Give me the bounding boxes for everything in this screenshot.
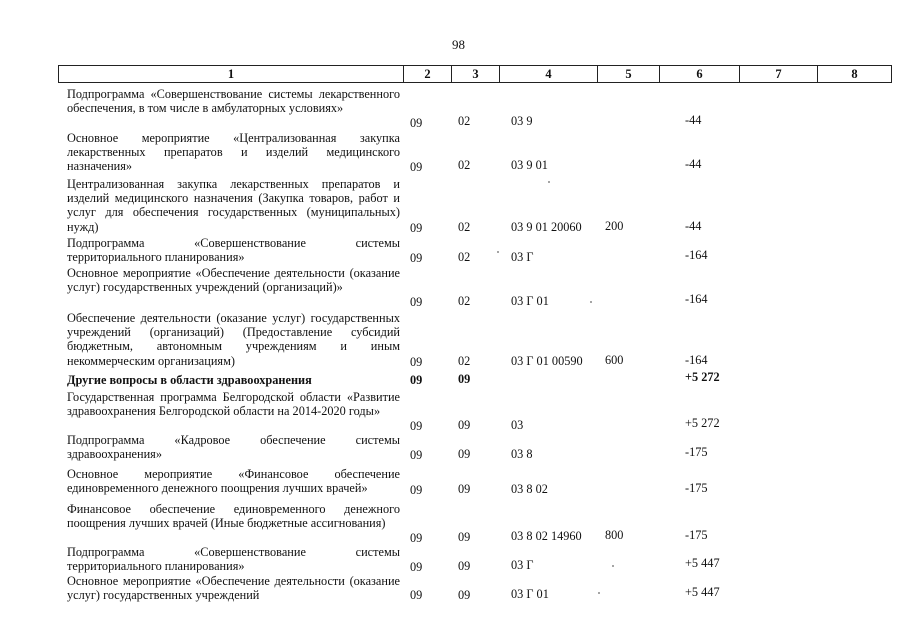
cell-amount: -175 xyxy=(685,481,708,495)
cell-subsection: 02 xyxy=(458,294,471,308)
cell-section: 09 xyxy=(410,531,423,545)
cell-amount: -164 xyxy=(685,353,708,367)
cell-subsection: 09 xyxy=(458,447,471,461)
cell-target-code: 03 8 xyxy=(511,447,533,461)
cell-subsection: 02 xyxy=(458,354,471,368)
cell-target-code: 03 Г 01 xyxy=(511,587,549,601)
cell-target-code: 03 Г xyxy=(511,250,534,264)
cell-target-code: 03 8 02 xyxy=(511,482,548,496)
cell-subsection: 02 xyxy=(458,158,471,172)
header-col-3: 3 xyxy=(451,66,499,82)
header-col-7: 7 xyxy=(739,66,817,82)
cell-amount: +5 447 xyxy=(685,585,720,599)
cell-amount: -164 xyxy=(685,292,708,306)
cell-target-code: 03 9 01 xyxy=(511,158,548,172)
row-description: Централизованная закупка лекарственных препаратов и изделий медицинского назначения (Закупка товаров, работ и услуг для обеспечения государственных (муниципальных) нужд) xyxy=(67,177,400,234)
cell-expense-type: 200 xyxy=(605,219,624,233)
row-description: Подпрограмма «Кадровое обеспечение системы здравоохранения» xyxy=(67,433,400,462)
row-description: Основное мероприятие «Финансовое обеспечение единовременного денежного поощрения лучших врачей» xyxy=(67,467,400,496)
cell-section: 09 xyxy=(410,560,423,574)
cell-target-code: 03 9 01 20060 xyxy=(511,220,582,234)
row-description: Основное мероприятие «Обеспечение деятельности (оказание услуг) государственных учреждений xyxy=(67,574,400,603)
row-description: Подпрограмма «Совершенствование системы территориального планирования» xyxy=(67,545,400,574)
header-col-6: 6 xyxy=(659,66,739,82)
row-description: Финансовое обеспечение единовременного денежного поощрения лучших врачей (Иные бюджетные ассигнования) xyxy=(67,502,400,531)
scan-speck xyxy=(598,592,600,594)
cell-amount: +5 447 xyxy=(685,556,720,570)
scan-speck xyxy=(497,251,499,253)
cell-amount: +5 272 xyxy=(685,370,720,384)
cell-amount: -175 xyxy=(685,445,708,459)
header-col-5: 5 xyxy=(597,66,659,82)
cell-subsection: 09 xyxy=(458,588,471,602)
cell-subsection: 09 xyxy=(458,559,471,573)
cell-subsection: 09 xyxy=(458,418,471,432)
cell-section: 09 xyxy=(410,221,423,235)
cell-expense-type: 600 xyxy=(605,353,624,367)
cell-target-code: 03 xyxy=(511,418,524,432)
row-description: Обеспечение деятельности (оказание услуг) государственных учреждений (организаций) (Предоставление субсидий бюджетным, автономным учреждениям и иным некоммерческим организациям) xyxy=(67,311,400,368)
row-description: Государственная программа Белгородской области «Развитие здравоохранения Белгородской области на 2014-2020 годы» xyxy=(67,390,400,419)
row-description: Другие вопросы в области здравоохранения xyxy=(67,373,312,387)
row-description: Основное мероприятие «Обеспечение деятельности (оказание услуг) государственных учреждений (организаций)» xyxy=(67,266,400,295)
cell-section: 09 xyxy=(410,483,423,497)
cell-section: 09 xyxy=(410,251,423,265)
cell-section: 09 xyxy=(410,448,423,462)
cell-target-code: 03 8 02 14960 xyxy=(511,529,582,543)
cell-target-code: 03 Г xyxy=(511,558,534,572)
header-col-4: 4 xyxy=(499,66,597,82)
cell-amount: -164 xyxy=(685,248,708,262)
cell-amount: -175 xyxy=(685,528,708,542)
cell-section: 09 xyxy=(410,355,423,369)
cell-amount: +5 272 xyxy=(685,416,720,430)
cell-expense-type: 800 xyxy=(605,528,624,542)
cell-section: 09 xyxy=(410,295,423,309)
cell-amount: -44 xyxy=(685,157,702,171)
cell-subsection: 09 xyxy=(458,372,471,386)
cell-amount: -44 xyxy=(685,219,702,233)
row-description: Подпрограмма «Совершенствование системы территориального планирования» xyxy=(67,236,400,265)
cell-section: 09 xyxy=(410,160,423,174)
header-col-8: 8 xyxy=(817,66,891,82)
cell-section: 09 xyxy=(410,419,423,433)
cell-section: 09 xyxy=(410,116,423,130)
cell-target-code: 03 Г 01 xyxy=(511,294,549,308)
header-col-1: 1 xyxy=(227,67,235,81)
cell-subsection: 02 xyxy=(458,220,471,234)
table-header xyxy=(58,65,892,83)
page-number: 98 xyxy=(452,37,465,52)
cell-target-code: 03 Г 01 00590 xyxy=(511,354,583,368)
row-description: Подпрограмма «Совершенствование системы лекарственного обеспечения, в том числе в амбулаторных условиях» xyxy=(67,87,400,116)
cell-subsection: 02 xyxy=(458,114,471,128)
header-col-2: 2 xyxy=(403,66,451,82)
row-description: Основное мероприятие «Централизованная закупка лекарственных препаратов и изделий медицинского назначения» xyxy=(67,131,400,174)
scan-speck xyxy=(590,301,592,303)
scan-speck xyxy=(612,565,614,567)
cell-target-code: 03 9 xyxy=(511,114,533,128)
cell-subsection: 09 xyxy=(458,530,471,544)
scan-speck xyxy=(548,181,550,183)
cell-amount: -44 xyxy=(685,113,702,127)
cell-subsection: 02 xyxy=(458,250,471,264)
cell-section: 09 xyxy=(410,588,423,602)
cell-section: 09 xyxy=(410,373,423,387)
cell-subsection: 09 xyxy=(458,482,471,496)
